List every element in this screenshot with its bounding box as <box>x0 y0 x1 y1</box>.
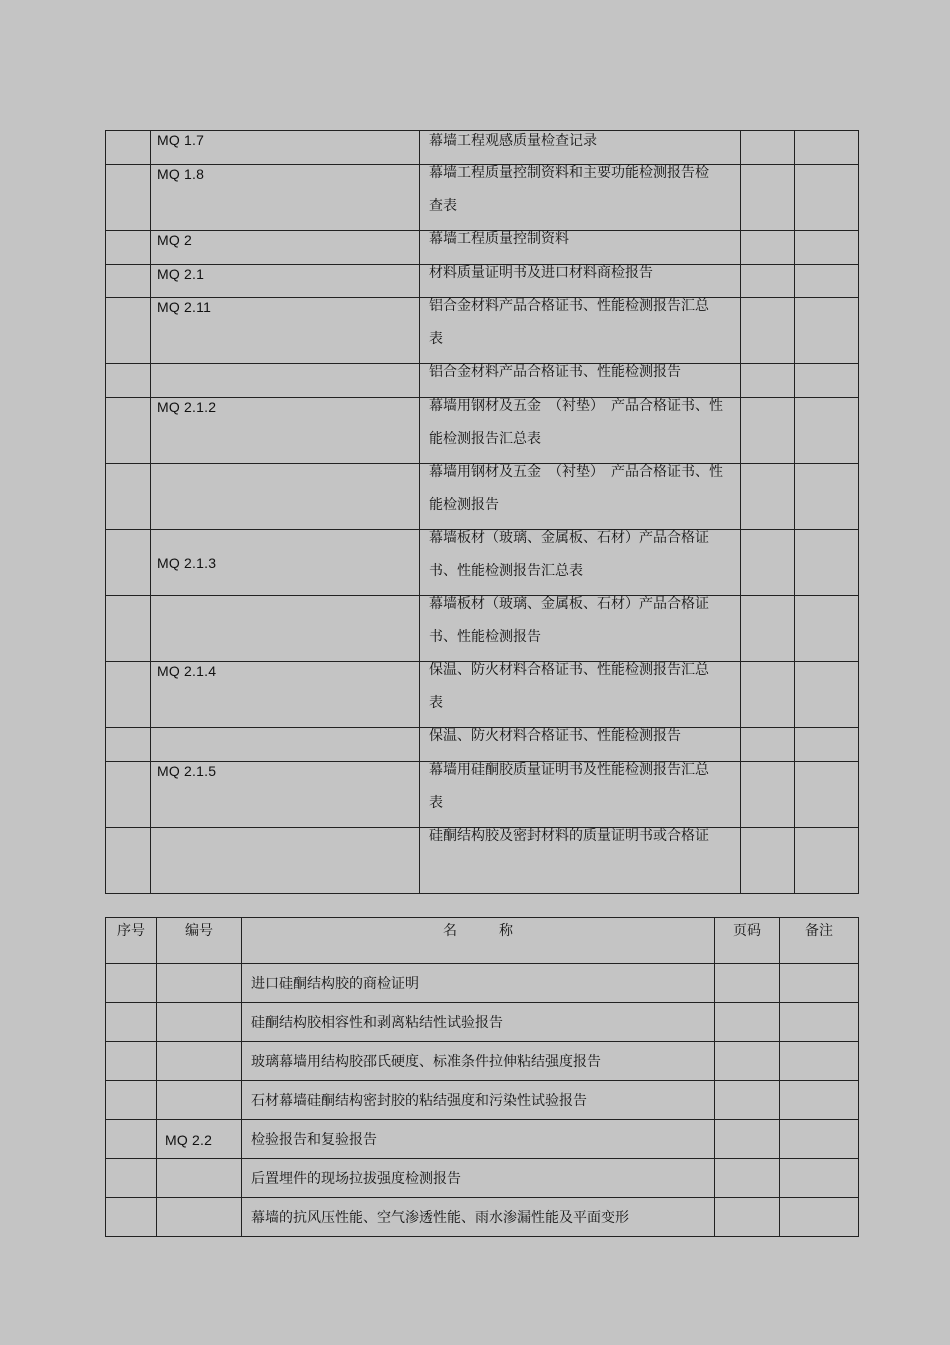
table-row <box>106 662 859 728</box>
remark-cell <box>780 1198 859 1237</box>
page-cell <box>715 1003 780 1042</box>
name-cell: 检验报告和复验报告 <box>242 1120 715 1159</box>
code-cell: MQ 2.1.3 <box>151 530 420 596</box>
page-cell <box>741 265 795 298</box>
remark-cell <box>795 298 859 364</box>
seq-cell <box>106 596 151 662</box>
remark-cell <box>780 1081 859 1120</box>
name-cell: 幕墙板材（玻璃、金属板、石材）产品合格证书、性能检测报告 <box>420 596 741 662</box>
code-cell: MQ 2.1.4 <box>151 662 420 728</box>
name-cell: 保温、防火材料合格证书、性能检测报告汇总表 <box>420 662 741 728</box>
code-cell <box>151 728 420 762</box>
code-cell: MQ 1.8 <box>151 165 420 231</box>
page-cell <box>741 530 795 596</box>
name-cell: 保温、防火材料合格证书、性能检测报告 <box>420 728 741 762</box>
seq-cell <box>106 165 151 231</box>
seq-cell <box>106 828 151 894</box>
page-cell <box>715 1159 780 1198</box>
page-cell <box>715 964 780 1003</box>
header-name: 名 称 <box>242 918 715 964</box>
page-cell <box>741 364 795 398</box>
remark-cell <box>780 1042 859 1081</box>
table-row <box>106 828 859 894</box>
seq-cell <box>106 1042 157 1081</box>
table-row <box>106 1003 859 1042</box>
seq-cell <box>106 364 151 398</box>
remark-cell <box>795 364 859 398</box>
seq-cell <box>106 1120 157 1159</box>
table-row <box>106 364 859 398</box>
table-row <box>106 1120 859 1159</box>
name-cell: 幕墙的抗风压性能、空气渗透性能、雨水渗漏性能及平面变形 <box>242 1198 715 1237</box>
name-cell: 进口硅酮结构胶的商检证明 <box>242 964 715 1003</box>
remark-cell <box>795 398 859 464</box>
table-row <box>106 464 859 530</box>
seq-cell <box>106 1003 157 1042</box>
table-row <box>106 596 859 662</box>
remark-cell <box>780 1120 859 1159</box>
name-cell: 幕墙工程观感质量检查记录 <box>420 131 741 165</box>
page-cell <box>741 596 795 662</box>
remark-cell <box>795 762 859 828</box>
seq-cell <box>106 131 151 165</box>
seq-cell <box>106 1081 157 1120</box>
name-cell: 材料质量证明书及进口材料商检报告 <box>420 265 741 298</box>
code-cell <box>151 464 420 530</box>
name-cell: 后置埋件的现场拉拔强度检测报告 <box>242 1159 715 1198</box>
name-cell: 幕墙工程质量控制资料和主要功能检测报告检查表 <box>420 165 741 231</box>
header-remark: 备注 <box>780 918 859 964</box>
code-cell: MQ 2.2 <box>157 1120 242 1159</box>
code-cell <box>157 1198 242 1237</box>
page-cell <box>741 464 795 530</box>
page-cell <box>741 231 795 265</box>
page-cell <box>715 1198 780 1237</box>
page-cell <box>741 131 795 165</box>
seq-cell <box>106 464 151 530</box>
table-row <box>106 265 859 298</box>
table-row <box>106 762 859 828</box>
seq-cell <box>106 662 151 728</box>
name-cell: 玻璃幕墙用结构胶邵氏硬度、标准条件拉伸粘结强度报告 <box>242 1042 715 1081</box>
code-cell <box>151 828 420 894</box>
name-cell: 硅酮结构胶及密封材料的质量证明书或合格证 <box>420 828 741 894</box>
code-cell: MQ 2.1 <box>151 265 420 298</box>
seq-cell <box>106 964 157 1003</box>
table-row <box>106 1198 859 1237</box>
remark-cell <box>795 265 859 298</box>
page-cell <box>741 762 795 828</box>
index-table-1 <box>105 130 859 894</box>
index-table-2 <box>105 917 859 1237</box>
page-cell <box>715 1120 780 1159</box>
seq-cell <box>106 1159 157 1198</box>
page-cell <box>741 165 795 231</box>
page-cell <box>741 398 795 464</box>
table-row <box>106 728 859 762</box>
remark-cell <box>795 231 859 265</box>
name-cell: 幕墙用钢材及五金 （衬垫） 产品合格证书、性能检测报告 <box>420 464 741 530</box>
code-cell: MQ 2.1.5 <box>151 762 420 828</box>
remark-cell <box>795 662 859 728</box>
remark-cell <box>795 165 859 231</box>
seq-cell <box>106 265 151 298</box>
name-cell: 幕墙用钢材及五金 （衬垫） 产品合格证书、性能检测报告汇总表 <box>420 398 741 464</box>
table-row <box>106 964 859 1003</box>
name-cell: 幕墙板材（玻璃、金属板、石材）产品合格证书、性能检测报告汇总表 <box>420 530 741 596</box>
seq-cell <box>106 231 151 265</box>
table-row <box>106 1159 859 1198</box>
remark-cell <box>780 1003 859 1042</box>
page-cell <box>741 298 795 364</box>
remark-cell <box>795 596 859 662</box>
code-cell <box>151 364 420 398</box>
seq-cell <box>106 530 151 596</box>
table-row <box>106 165 859 231</box>
table-row <box>106 131 859 165</box>
seq-cell <box>106 398 151 464</box>
table-row <box>106 1081 859 1120</box>
table-row <box>106 398 859 464</box>
page-cell <box>741 828 795 894</box>
header-code: 编号 <box>157 918 242 964</box>
name-cell: 硅酮结构胶相容性和剥离粘结性试验报告 <box>242 1003 715 1042</box>
code-cell <box>157 1081 242 1120</box>
table-header-row <box>106 918 859 964</box>
header-page: 页码 <box>715 918 780 964</box>
name-cell: 幕墙用硅酮胶质量证明书及性能检测报告汇总表 <box>420 762 741 828</box>
table-row <box>106 530 859 596</box>
remark-cell <box>780 1159 859 1198</box>
name-cell: 幕墙工程质量控制资料 <box>420 231 741 265</box>
code-cell <box>151 596 420 662</box>
seq-cell <box>106 298 151 364</box>
code-cell <box>157 1003 242 1042</box>
table-row <box>106 1042 859 1081</box>
name-cell: 石材幕墙硅酮结构密封胶的粘结强度和污染性试验报告 <box>242 1081 715 1120</box>
remark-cell <box>795 828 859 894</box>
code-cell: MQ 2 <box>151 231 420 265</box>
seq-cell <box>106 762 151 828</box>
code-cell <box>157 964 242 1003</box>
name-cell: 铝合金材料产品合格证书、性能检测报告汇总表 <box>420 298 741 364</box>
code-cell <box>157 1159 242 1198</box>
page-cell <box>741 728 795 762</box>
header-seq: 序号 <box>106 918 157 964</box>
remark-cell <box>795 131 859 165</box>
name-cell: 铝合金材料产品合格证书、性能检测报告 <box>420 364 741 398</box>
code-cell: MQ 1.7 <box>151 131 420 165</box>
code-cell <box>157 1042 242 1081</box>
table-row <box>106 298 859 364</box>
remark-cell <box>780 964 859 1003</box>
table-row <box>106 231 859 265</box>
remark-cell <box>795 530 859 596</box>
seq-cell <box>106 1198 157 1237</box>
code-cell: MQ 2.1.2 <box>151 398 420 464</box>
page-cell <box>715 1081 780 1120</box>
page-cell <box>741 662 795 728</box>
remark-cell <box>795 728 859 762</box>
page-cell <box>715 1042 780 1081</box>
code-cell: MQ 2.11 <box>151 298 420 364</box>
seq-cell <box>106 728 151 762</box>
remark-cell <box>795 464 859 530</box>
